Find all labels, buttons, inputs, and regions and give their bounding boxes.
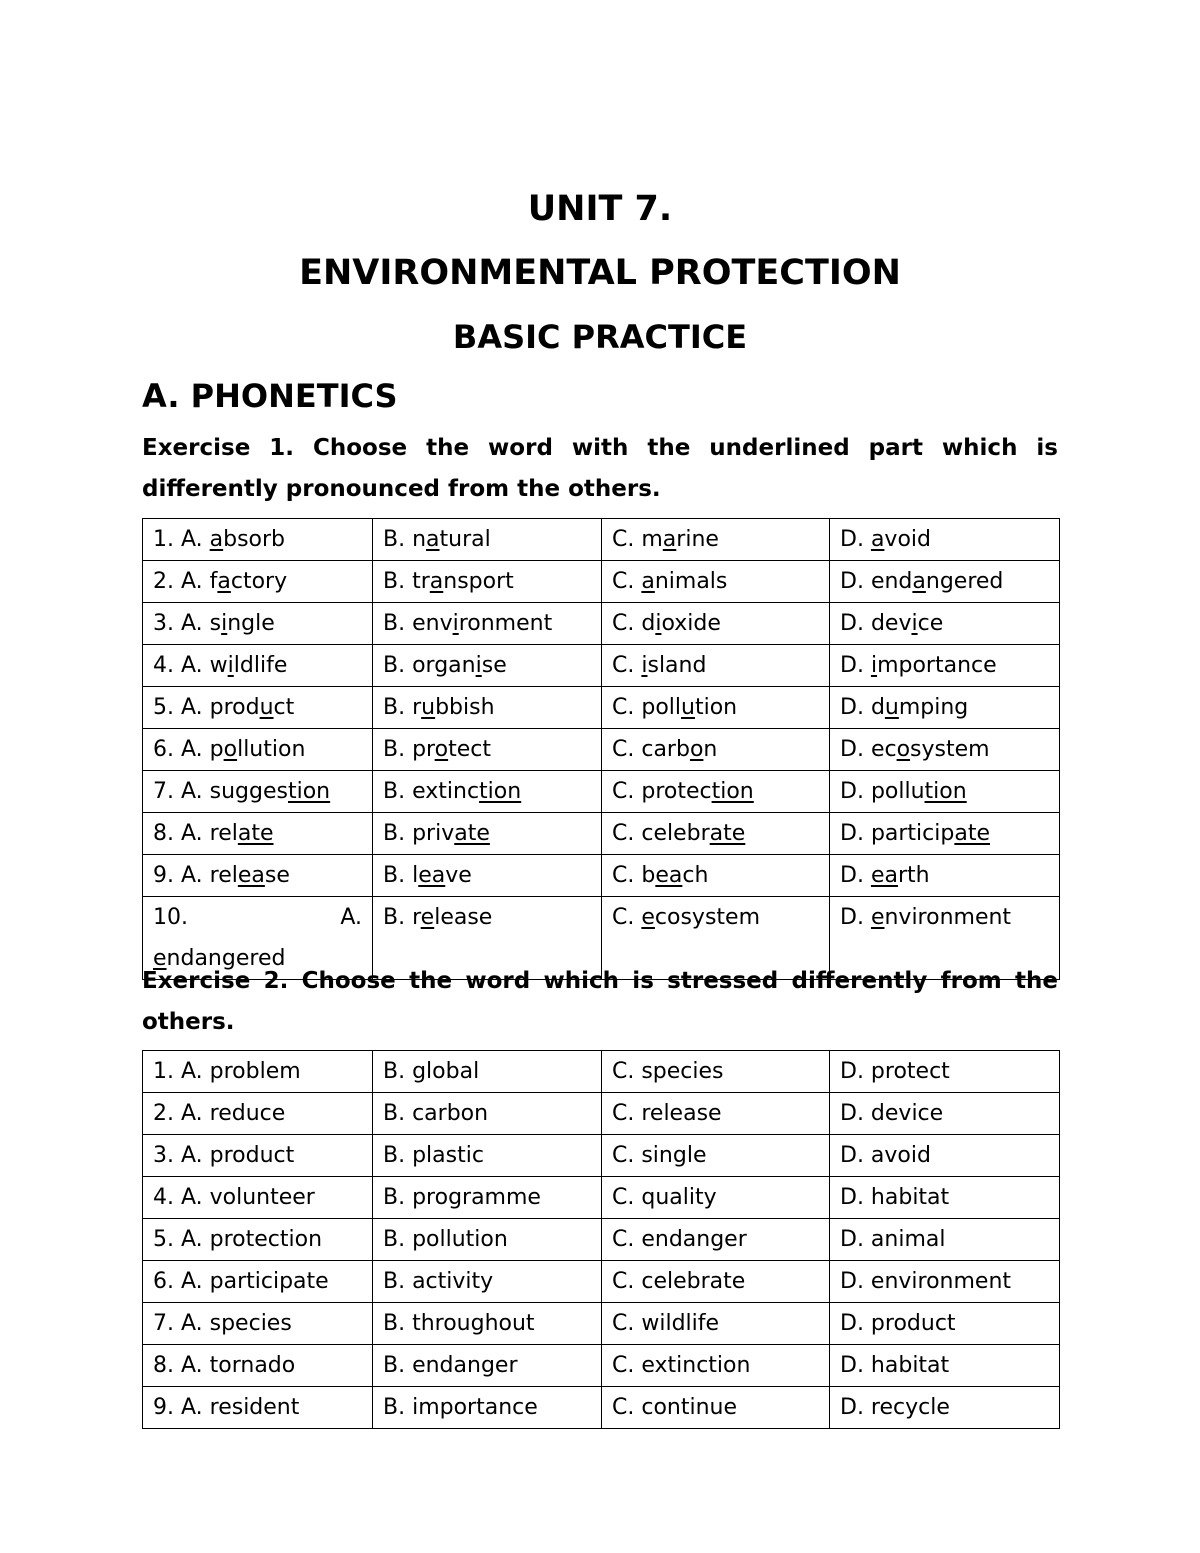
option-cell: D. animal xyxy=(830,1219,1060,1261)
option-cell xyxy=(143,561,373,603)
word-part: system xyxy=(910,737,990,762)
word-part: p xyxy=(209,737,224,762)
underlined-part: ate xyxy=(237,821,274,846)
option-cell: 6. A. participate xyxy=(143,1261,373,1303)
option-cell xyxy=(143,645,373,687)
exercise-2-line-1: Exercise 2. Choose the word which is stressed differently from the xyxy=(142,968,1058,994)
option-cell xyxy=(830,771,1060,813)
word-part: ronment xyxy=(458,611,553,636)
option-label: C. xyxy=(612,527,642,552)
underlined-part: i xyxy=(655,611,662,636)
option-label: B. xyxy=(383,821,413,846)
option-cell xyxy=(373,687,602,729)
table-row xyxy=(143,1219,1060,1261)
table-row xyxy=(143,1387,1060,1429)
option-cell: C. quality xyxy=(602,1177,830,1219)
option-cell: 1. A. problem xyxy=(143,1051,373,1093)
option-cell xyxy=(143,603,373,645)
table-row xyxy=(143,1303,1060,1345)
word-part: rth xyxy=(897,863,930,888)
option-cell: C. release xyxy=(602,1093,830,1135)
option-label: B. xyxy=(383,569,413,594)
table-row xyxy=(143,561,1060,603)
table-row xyxy=(143,1345,1060,1387)
option-cell: C. continue xyxy=(602,1387,830,1429)
option-label: 1. A. xyxy=(153,527,210,552)
underlined-part: a xyxy=(217,569,231,594)
option-cell: 3. A. product xyxy=(143,1135,373,1177)
underlined-part: a xyxy=(912,569,926,594)
word-part: sland xyxy=(647,653,707,678)
word-part: pollu xyxy=(870,779,925,804)
underlined-part: u xyxy=(421,695,436,720)
underlined-part: i xyxy=(475,653,482,678)
word-part: organ xyxy=(412,653,476,678)
option-cell xyxy=(830,519,1060,561)
option-cell: 9. A. resident xyxy=(143,1387,373,1429)
exercise-2-table xyxy=(142,1050,1060,1429)
table-row xyxy=(143,1177,1060,1219)
underlined-part: o xyxy=(434,737,449,762)
word-part: rel xyxy=(209,821,238,846)
option-label: B. xyxy=(383,653,413,678)
option-label: B. xyxy=(383,905,413,930)
word-part: poll xyxy=(641,695,682,720)
option-cell xyxy=(143,519,373,561)
word-part: se xyxy=(264,863,290,888)
word-part: extinc xyxy=(412,779,480,804)
option-cell: B. global xyxy=(373,1051,602,1093)
underlined-part: a xyxy=(429,569,444,594)
word-part: lease xyxy=(434,905,493,930)
option-label: D. xyxy=(840,737,871,762)
option-cell xyxy=(373,603,602,645)
word-part: rel xyxy=(209,863,238,888)
underlined-part: tion xyxy=(711,779,754,804)
option-label: C. xyxy=(612,611,642,636)
option-cell: 8. A. tornado xyxy=(143,1345,373,1387)
word-part: void xyxy=(884,527,931,552)
option-cell: C. extinction xyxy=(602,1345,830,1387)
option-cell: C. species xyxy=(602,1051,830,1093)
word-part: end xyxy=(870,569,913,594)
option-label: D. xyxy=(840,821,871,846)
option-label: B. xyxy=(383,527,413,552)
unit-title: UNIT 7. xyxy=(527,189,673,229)
option-cell: C. single xyxy=(602,1135,830,1177)
word-part: particip xyxy=(870,821,955,846)
option-cell xyxy=(602,855,830,897)
underlined-part: tion xyxy=(479,779,522,804)
word-part: bsorb xyxy=(223,527,286,552)
underlined-part: ea xyxy=(237,863,265,888)
word-part: celebr xyxy=(641,821,710,846)
word-part: nimals xyxy=(654,569,728,594)
topic-title: ENVIRONMENTAL PROTECTION xyxy=(299,253,901,293)
option-label: B. xyxy=(383,779,413,804)
option-label: C. xyxy=(612,737,642,762)
option-cell xyxy=(373,813,602,855)
table-row xyxy=(143,1261,1060,1303)
underlined-part: ea xyxy=(418,863,446,888)
table-row xyxy=(143,1093,1060,1135)
word-part: carb xyxy=(641,737,690,762)
word-part: ch xyxy=(682,863,709,888)
option-cell: D. product xyxy=(830,1303,1060,1345)
underlined-part: ate xyxy=(954,821,990,846)
option-cell: C. wildlife xyxy=(602,1303,830,1345)
underlined-part: a xyxy=(870,527,885,552)
underlined-part: a xyxy=(209,527,224,552)
word-part: oxide xyxy=(661,611,721,636)
option-cell xyxy=(602,771,830,813)
word-part: nsport xyxy=(443,569,514,594)
option-cell: 5. A. protection xyxy=(143,1219,373,1261)
word-part: nvironment xyxy=(884,905,1012,930)
exercise-1-instruction xyxy=(142,428,1058,510)
word-part: ngered xyxy=(925,569,1004,594)
section-heading-phonetics: A. PHONETICS xyxy=(142,377,398,415)
option-cell: B. carbon xyxy=(373,1093,602,1135)
word-part: d xyxy=(641,611,656,636)
option-cell: 7. A. species xyxy=(143,1303,373,1345)
word-part: b xyxy=(641,863,656,888)
option-cell xyxy=(373,729,602,771)
option-cell: D. protect xyxy=(830,1051,1060,1093)
option-label: D. xyxy=(840,863,871,888)
option-label: C. xyxy=(612,695,642,720)
table-row xyxy=(143,1135,1060,1177)
underlined-part: i xyxy=(452,611,459,636)
option-cell: B. importance xyxy=(373,1387,602,1429)
option-label: 10. A. xyxy=(153,905,362,930)
option-label: D. xyxy=(840,905,871,930)
word-part: llution xyxy=(237,737,306,762)
underlined-part: a xyxy=(641,569,655,594)
option-cell: D. environment xyxy=(830,1261,1060,1303)
option-label: C. xyxy=(612,905,642,930)
underlined-part: i xyxy=(870,653,878,678)
word-part: ct xyxy=(273,695,295,720)
word-part: pr xyxy=(412,737,435,762)
underlined-part: e xyxy=(420,905,435,930)
underlined-part: o xyxy=(223,737,238,762)
option-cell xyxy=(602,603,830,645)
underlined-part: a xyxy=(426,527,440,552)
option-cell: B. pollution xyxy=(373,1219,602,1261)
option-cell xyxy=(143,771,373,813)
option-cell xyxy=(373,645,602,687)
option-cell xyxy=(830,855,1060,897)
option-cell: 4. A. volunteer xyxy=(143,1177,373,1219)
option-cell xyxy=(830,687,1060,729)
option-cell xyxy=(602,519,830,561)
option-cell: D. habitat xyxy=(830,1345,1060,1387)
word-part: d xyxy=(870,695,885,720)
option-label: 6. A. xyxy=(153,737,210,762)
option-label: B. xyxy=(383,695,413,720)
word-part: f xyxy=(209,569,218,594)
option-cell xyxy=(602,729,830,771)
underlined-part: i xyxy=(641,653,648,678)
option-label: B. xyxy=(383,611,413,636)
option-cell: C. celebrate xyxy=(602,1261,830,1303)
practice-title: BASIC PRACTICE xyxy=(452,318,748,356)
option-label: D. xyxy=(840,653,871,678)
word-part: n xyxy=(703,737,718,762)
underlined-part: tion xyxy=(924,779,967,804)
word-part: ngle xyxy=(227,611,275,636)
word-part: n xyxy=(412,527,427,552)
table-row xyxy=(143,603,1060,645)
table-row xyxy=(143,813,1060,855)
word-part: ec xyxy=(870,737,897,762)
option-label: D. xyxy=(840,569,871,594)
option-label: D. xyxy=(840,695,871,720)
option-label: 8. A. xyxy=(153,821,210,846)
option-cell xyxy=(373,519,602,561)
word-part: tion xyxy=(694,695,738,720)
option-label: B. xyxy=(383,737,413,762)
word-part: priv xyxy=(412,821,455,846)
option-cell: 2. A. reduce xyxy=(143,1093,373,1135)
table-row xyxy=(143,1051,1060,1093)
option-cell xyxy=(373,771,602,813)
option-cell: D. habitat xyxy=(830,1177,1060,1219)
option-label: 2. A. xyxy=(153,569,210,594)
word-part: se xyxy=(481,653,507,678)
word-part: sugges xyxy=(209,779,288,804)
exercise-1-line-2: differently pronounced from the others. xyxy=(142,476,661,502)
option-label: C. xyxy=(612,821,642,846)
word-part: m xyxy=(641,527,663,552)
underlined-part: o xyxy=(689,737,704,762)
option-label: D. xyxy=(840,611,871,636)
underlined-part: o xyxy=(896,737,911,762)
word-part: protec xyxy=(641,779,712,804)
option-label: C. xyxy=(612,569,642,594)
underlined-part: e xyxy=(641,905,655,930)
option-cell xyxy=(830,813,1060,855)
option-label: C. xyxy=(612,653,642,678)
underlined-part: e xyxy=(153,946,167,971)
word-part: l xyxy=(412,863,419,888)
option-label: D. xyxy=(840,779,871,804)
option-cell xyxy=(143,855,373,897)
underlined-part: ea xyxy=(870,863,898,888)
word-part: bbish xyxy=(435,695,495,720)
option-cell xyxy=(830,603,1060,645)
word-part: r xyxy=(412,905,421,930)
option-label: 7. A. xyxy=(153,779,210,804)
exercise-1-table xyxy=(142,518,1060,980)
underlined-part: a xyxy=(662,527,677,552)
underlined-part: i xyxy=(221,611,228,636)
option-label: C. xyxy=(612,779,642,804)
table-row xyxy=(143,771,1060,813)
option-cell: B. plastic xyxy=(373,1135,602,1177)
underlined-part: u xyxy=(259,695,274,720)
word-part: tural xyxy=(439,527,491,552)
word-part: mportance xyxy=(877,653,997,678)
exercise-1-line-1: Exercise 1. Choose the word with the underlined part which is xyxy=(142,435,1058,461)
option-cell: C. endanger xyxy=(602,1219,830,1261)
word-part: tect xyxy=(448,737,491,762)
underlined-part: tion xyxy=(287,779,331,804)
underlined-part: ea xyxy=(655,863,683,888)
option-label: C. xyxy=(612,863,642,888)
option-cell xyxy=(830,645,1060,687)
word-part: tr xyxy=(412,569,430,594)
option-cell: B. throughout xyxy=(373,1303,602,1345)
option-cell: B. programme xyxy=(373,1177,602,1219)
word-part: s xyxy=(209,611,222,636)
option-cell xyxy=(602,645,830,687)
word-part: ndangered xyxy=(166,946,286,971)
underlined-part: u xyxy=(681,695,695,720)
option-label: D. xyxy=(840,527,871,552)
word-part: dev xyxy=(870,611,912,636)
exercise-2-instruction xyxy=(142,961,1058,1043)
word-part: cosystem xyxy=(654,905,760,930)
underlined-part: e xyxy=(870,905,885,930)
word-part: env xyxy=(412,611,453,636)
option-cell xyxy=(602,813,830,855)
underlined-part: u xyxy=(884,695,899,720)
option-cell: B. activity xyxy=(373,1261,602,1303)
word-part: ldlife xyxy=(233,653,288,678)
option-cell xyxy=(373,855,602,897)
option-label: B. xyxy=(383,863,413,888)
option-label: 4. A. xyxy=(153,653,210,678)
exercise-2-line-2: others. xyxy=(142,1009,235,1035)
table-row xyxy=(143,519,1060,561)
option-cell xyxy=(602,561,830,603)
option-cell: D. device xyxy=(830,1093,1060,1135)
option-label: 5. A. xyxy=(153,695,210,720)
word-part: mping xyxy=(898,695,969,720)
word-part: ve xyxy=(445,863,472,888)
option-cell xyxy=(143,729,373,771)
table-row xyxy=(143,687,1060,729)
option-cell: D. recycle xyxy=(830,1387,1060,1429)
underlined-part: i xyxy=(227,653,234,678)
table-row xyxy=(143,645,1060,687)
table-row xyxy=(143,729,1060,771)
option-cell: B. endanger xyxy=(373,1345,602,1387)
option-cell xyxy=(143,813,373,855)
table-row xyxy=(143,855,1060,897)
option-label: 9. A. xyxy=(153,863,210,888)
word-part: ce xyxy=(917,611,944,636)
word-part: rine xyxy=(676,527,719,552)
option-cell xyxy=(143,687,373,729)
option-cell xyxy=(830,729,1060,771)
word-part: prod xyxy=(209,695,260,720)
option-label: 3. A. xyxy=(153,611,210,636)
option-cell xyxy=(830,561,1060,603)
word-part: w xyxy=(209,653,228,678)
word-part: ctory xyxy=(230,569,288,594)
underlined-part: i xyxy=(911,611,918,636)
underlined-part: ate xyxy=(709,821,746,846)
underlined-part: ate xyxy=(454,821,490,846)
word-part: r xyxy=(412,695,422,720)
option-cell xyxy=(602,687,830,729)
option-cell: D. avoid xyxy=(830,1135,1060,1177)
option-cell xyxy=(373,561,602,603)
